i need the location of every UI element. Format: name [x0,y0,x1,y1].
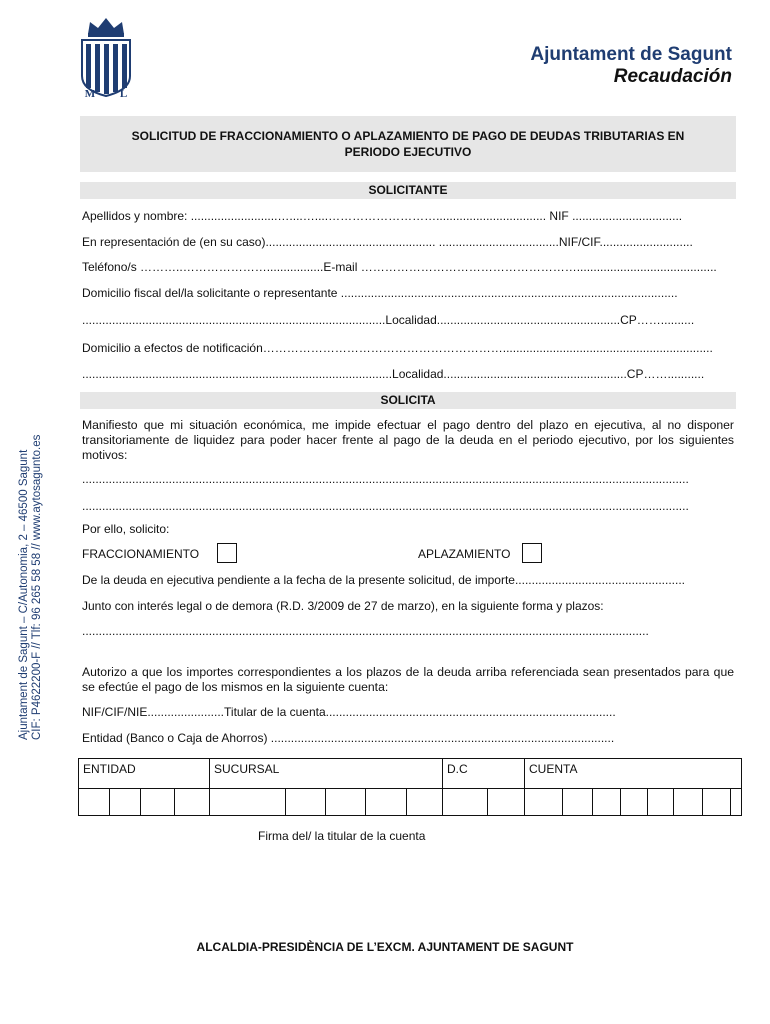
bank-account-table [78,758,742,816]
digit-cell[interactable] [563,789,593,816]
digit-cell[interactable] [648,789,674,816]
motivos-line-1[interactable]: ...................................................................................................................................................................................... [82,472,689,486]
aplazamiento-checkbox[interactable] [522,543,542,563]
digit-cell[interactable] [286,789,326,816]
solicita-paragraph: Manifiesto que mi situación económica, me impide efectuar el pago dentro del plazo en ejecutiva, al no disponer transitoriamente de liquidez para poder hacer frente al pago de la deuda en el periodo ejecutivo, por los siguientes motivos: [82,418,734,462]
section-solicitante-heading: SOLICITANTE [80,182,736,199]
digit-cell[interactable] [674,789,703,816]
field-domicilio-notificacion[interactable]: Domicilio a efectos de notificación……………………………………………………............................................................... [82,341,713,355]
por-ello-label: Por ello, solicito: [82,522,170,536]
field-telefono-email[interactable]: Teléfono/s ………..………………….................E-mail ……………………………………………….......................................... [82,260,717,274]
field-apellidos-nif[interactable]: Apellidos y nombre: ..........................…....…....………………………................................. NIF ................................. [82,209,683,223]
fraccionamiento-checkbox[interactable] [217,543,237,563]
digit-cell[interactable] [210,789,286,816]
header-sucursal: SUCURSAL [210,759,443,788]
digit-cell[interactable] [407,789,443,816]
field-forma-plazos[interactable]: .......................................................................................................................................................................... [82,624,649,638]
field-domicilio-fiscal[interactable]: Domicilio fiscal del/la solicitante o representante ..................................................................................................... [82,286,678,300]
form-title-line2: PERIODO EJECUTIVO [344,145,472,159]
autorizo-paragraph: Autorizo a que los importes correspondientes a los plazos de la deuda arriba referenciada sean presentados para que se efectúe el pago de los mismos en la siguiente cuenta: [82,665,734,694]
bank-digits-row [79,788,741,816]
section-solicita-heading: SOLICITA [80,392,736,409]
digit-cell[interactable] [141,789,175,816]
digit-cell[interactable] [443,789,488,816]
digit-cell[interactable] [79,789,110,816]
fraccionamiento-label: FRACCIONAMIENTO [82,547,200,561]
field-representacion-nifcif[interactable]: En representación de (en su caso)................................................... ....................................NIF/CIF............................ [82,235,693,249]
digit-cell[interactable] [731,789,741,816]
digit-cell[interactable] [703,789,731,816]
form-title-line1: SOLICITUD DE FRACCIONAMIENTO O APLAZAMIENTO DE PAGO DE DEUDAS TRIBUTARIAS EN [131,129,685,143]
firma-label: Firma del/ la titular de la cuenta [258,829,426,843]
organization-header [530,44,732,88]
header-entidad: ENTIDAD [79,759,210,788]
junto-label: Junto con interés legal o de demora (R.D. 3/2009 de 27 de marzo), en la siguiente forma y plazos: [82,599,604,613]
footer-authority: ALCALDIA-PRESIDÈNCIA DE L’EXCM. AJUNTAMENT DE SAGUNT [196,940,574,954]
field-localidad-cp-1[interactable]: ...........................................................................................Localidad.......................................................CP…….......... [82,313,695,327]
side-address-line1: Ajuntament de Sagunt – C/Autonomia, 2 – 46500 Sagunt [18,449,30,740]
digit-cell[interactable] [326,789,366,816]
field-nif-titular[interactable]: NIF/CIF/NIE.......................Titular de la cuenta....................................................................................... [82,705,616,719]
digit-cell[interactable] [593,789,621,816]
field-localidad-cp-2[interactable]: .............................................................................................Localidad.......................................................CP……........... [82,367,705,381]
field-entidad-banco[interactable]: Entidad (Banco o Caja de Ahorros) ....................................................................................................... [82,731,615,745]
digit-cell[interactable] [525,789,563,816]
aplazamiento-label: APLAZAMIENTO [418,547,511,561]
digit-cell[interactable] [488,789,525,816]
digit-cell[interactable] [110,789,141,816]
department-name: Recaudación [613,66,732,87]
header-cuenta: CUENTA [529,762,578,776]
org-name: Ajuntament de Sagunt [530,44,732,65]
motivos-line-2[interactable]: ...................................................................................................................................................................................... [82,499,689,513]
digit-cell[interactable] [366,789,407,816]
field-importe-deuda[interactable]: De la deuda en ejecutiva pendiente a la fecha de la presente solicitud, de importe................................................... [82,573,685,587]
side-address-line2: CIF: P4622200-F // Tlf: 96 265 58 58 // www.aytosagunto.es [31,434,43,740]
logo-letters: M L [84,88,128,100]
header-dc: D.C [443,759,525,788]
coat-of-arms-logo [76,16,136,106]
digit-cell[interactable] [621,789,648,816]
side-address-text [18,410,44,740]
digit-cell[interactable] [175,789,210,816]
form-title [80,116,736,172]
